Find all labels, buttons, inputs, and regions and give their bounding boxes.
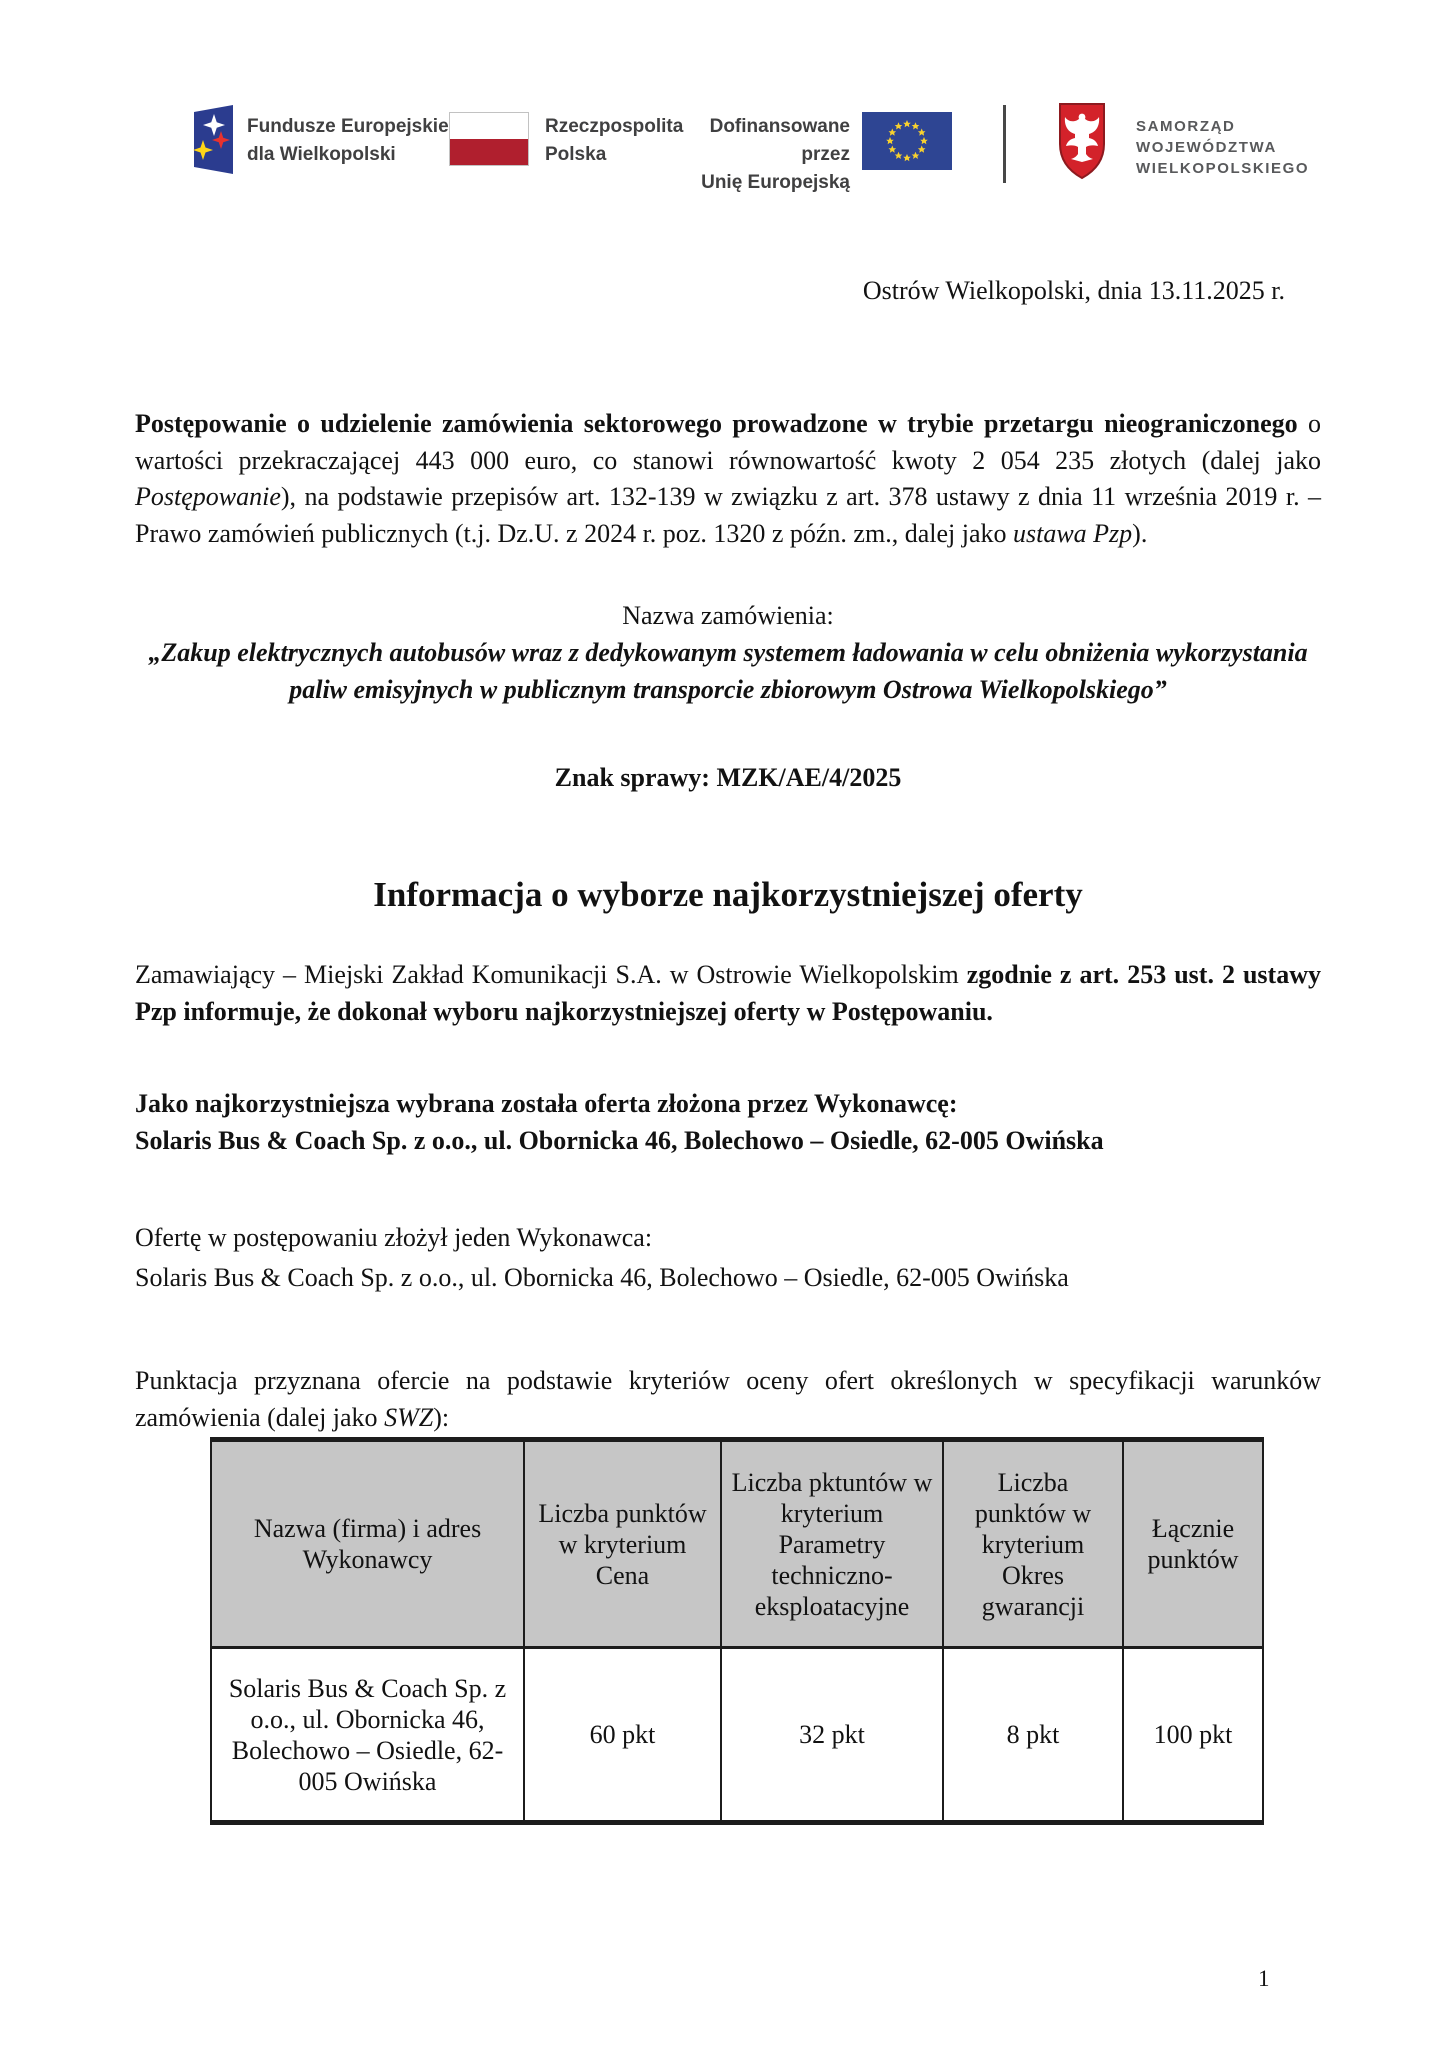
table-cell-total-points: 100 pkt	[1123, 1648, 1263, 1823]
fundusze-europejskie-label-line2: dla Wielkopolski	[247, 144, 396, 165]
poland-flag-icon	[449, 112, 529, 166]
single-offer-block	[135, 1218, 1321, 1298]
points-table-header-row	[211, 1440, 1263, 1648]
table-cell-price-points: 60 pkt	[524, 1648, 721, 1823]
zamawiajacy-bold-text: zgodnie z art. 253 ust. 2 ustawy Pzp informuje, że dokonał wyboru najkorzystniejszej oferty w Postępowaniu.	[135, 960, 1321, 1026]
points-table-head	[211, 1440, 1263, 1648]
logo-strip	[0, 0, 1456, 200]
dofinansowane-label-line2: Unię Europejską	[701, 172, 850, 193]
table-row	[211, 1648, 1263, 1823]
logo-divider	[1003, 105, 1006, 183]
fundusze-europejskie-label-line1: Fundusze Europejskie	[247, 116, 449, 137]
samorzad-label-line3: WIELKOPOLSKIEGO	[1136, 160, 1310, 177]
fundusze-europejskie-logo-icon	[190, 103, 233, 176]
page-number: 1	[1258, 1966, 1270, 1991]
selected-offer-block	[135, 1085, 1321, 1159]
fundusze-europejskie-label	[247, 113, 449, 169]
single-offer-contractor: Solaris Bus & Coach Sp. z o.o., ul. Obornicka 46, Bolechowo – Osiedle, 62-005 Owińska	[135, 1263, 1069, 1292]
order-name-block	[135, 597, 1321, 708]
case-number: Znak sprawy: MZK/AE/4/2025	[554, 763, 902, 792]
points-table-body	[211, 1648, 1263, 1823]
table-cell-technical-points: 32 pkt	[721, 1648, 943, 1823]
zamawiajacy-text: Zamawiający – Miejski Zakład Komunikacji S.A. w Ostrowie Wielkopolskim	[135, 960, 967, 989]
points-table	[210, 1437, 1264, 1825]
intro-italic-postepowanie: Postępowanie	[135, 482, 281, 511]
selected-offer-intro: Jako najkorzystniejsza wybrana została oferta złożona przez Wykonawcę:	[135, 1089, 958, 1118]
dofinansowane-label	[660, 113, 850, 197]
single-offer-intro: Ofertę w postępowaniu złożył jeden Wykonawca:	[135, 1223, 653, 1252]
samorzad-label-line1: SAMORZĄD	[1136, 118, 1236, 135]
intro-italic-ustawa-pzp: ustawa Pzp	[1012, 518, 1133, 548]
rzeczpospolita-label-line1: Rzeczpospolita	[545, 116, 684, 137]
intro-text-2: ), na podstawie przepisów art. 132-139 w związku z art. 378 ustawy z dnia 11 września 2019 r. – Prawo zamówień publicznych (t.j. Dz.U. z 2024 r. poz. 1320 z późn. zm., dalej jako	[135, 482, 1321, 548]
scoring-text-2: ):	[433, 1403, 450, 1432]
eu-flag-icon	[862, 112, 952, 170]
intro-text-1: o wartości przekraczającej 443 000 euro, co stanowi równowartość kwoty 2 054 235 złotych (dalej jako	[135, 409, 1322, 475]
table-header-warranty: Liczba punktów w kryterium Okres gwarancji	[943, 1440, 1123, 1648]
dofinansowane-label-line1: Dofinansowane przez	[709, 116, 850, 165]
scoring-italic-swz: SWZ	[384, 1403, 434, 1432]
date-line: Ostrów Wielkopolski, dnia 13.11.2025 r.	[862, 276, 1285, 305]
zamawiajacy-paragraph	[135, 957, 1321, 1030]
intro-text-3: ).	[1132, 518, 1148, 548]
selected-offer-contractor: Solaris Bus & Coach Sp. z o.o., ul. Obornicka 46, Bolechowo – Osiedle, 62-005 Owińska	[135, 1126, 1104, 1155]
intro-bold-lead: Postępowanie o udzielenie zamówienia sektorowego prowadzone w trybie przetargu nieograniczonego	[135, 409, 1298, 438]
table-header-technical: Liczba pktuntów w kryterium Parametry techniczno-eksploatacyjne	[721, 1440, 943, 1648]
table-cell-contractor: Solaris Bus & Coach Sp. z o.o., ul. Obornicka 46, Bolechowo – Osiedle, 62-005 Owińska	[211, 1648, 524, 1823]
samorzad-label-line2: WOJEWÓDZTWA	[1136, 139, 1277, 156]
intro-paragraph	[135, 406, 1321, 552]
table-cell-warranty-points: 8 pkt	[943, 1648, 1123, 1823]
order-name: „Zakup elektrycznych autobusów wraz z dedykowanym systemem ładowania w celu obniżenia wykorzystania paliw emisyjnych w publicznym transporcie zbiorowym Ostrowa Wielkopolskiego”	[148, 638, 1308, 704]
table-header-contractor: Nazwa (firma) i adres Wykonawcy	[211, 1440, 524, 1648]
table-header-price: Liczba punktów w kryterium Cena	[524, 1440, 721, 1648]
wielkopolska-coat-of-arms-icon	[1058, 102, 1106, 180]
scoring-text-1: Punktacja przyznana ofercie na podstawie kryteriów oceny ofert określonych w specyfikacji warunków zamówienia (dalej jako	[135, 1366, 1321, 1432]
order-name-label: Nazwa zamówienia:	[622, 601, 834, 630]
table-header-total: Łącznie punktów	[1123, 1440, 1263, 1648]
scoring-paragraph	[135, 1362, 1321, 1436]
rzeczpospolita-label-line2: Polska	[545, 144, 607, 165]
page-title: Informacja o wyborze najkorzystniejszej oferty	[373, 875, 1083, 915]
samorzad-wojewodztwa-label	[1136, 116, 1309, 179]
